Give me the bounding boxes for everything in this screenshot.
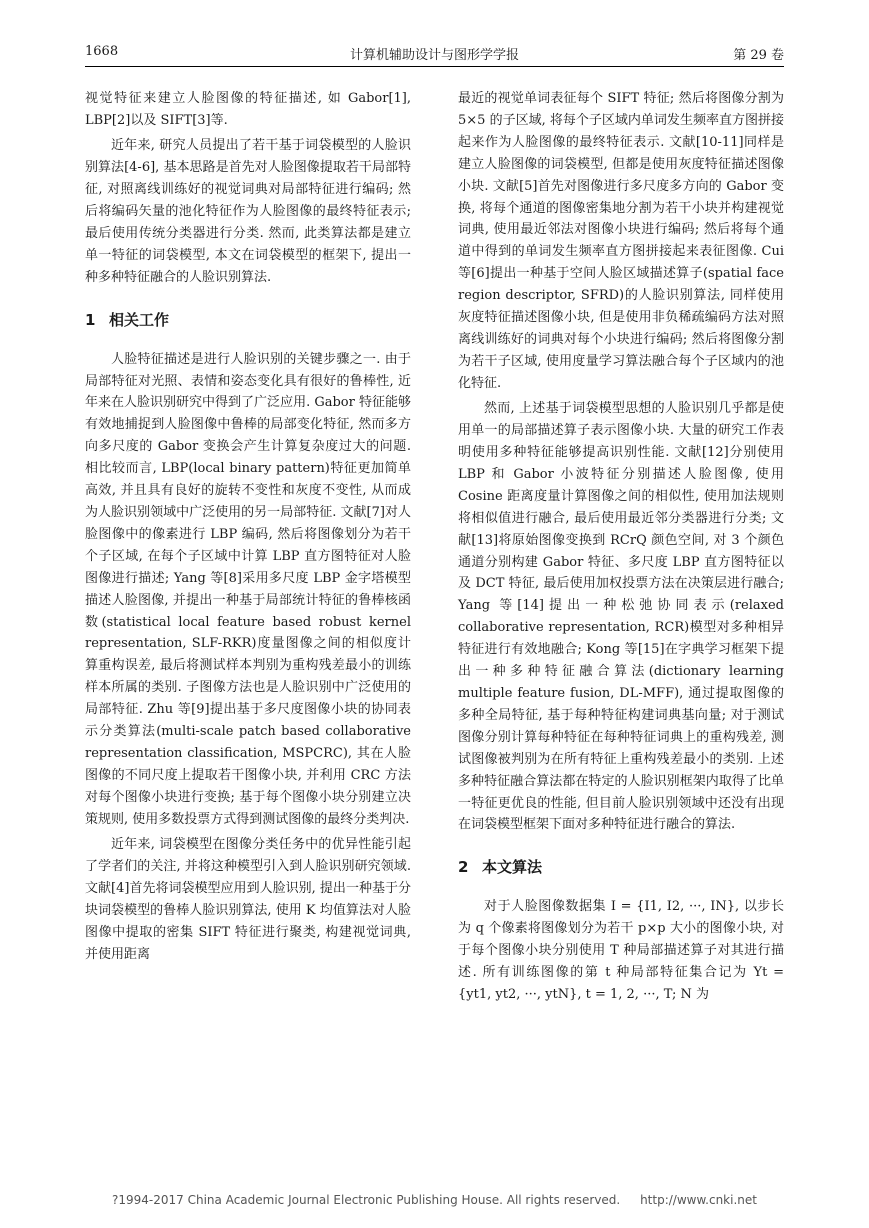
section-heading: [458, 855, 784, 879]
right-column: [458, 88, 784, 1009]
body-paragraph: 近年来, 研究人员提出了若干基于词袋模型的人脸识别算法[4-6], 基本思路是首先对人脸图像提取若干局部特征, 对照离线训练好的视觉词典对局部特征进行编码; 然后将编码矢量的池化特征作为人脸图像的最终特征表示; 最后使用传统分类器进行分类. 然而, 此类算法都是建立单一特征的词袋模型, 本文在词袋模型的框架下, 提出一种多种特征融合的人脸识别算法.: [85, 138, 411, 285]
copyright-notice: ?1994-2017 China Academic Journal Electronic Publishing House. All rights reserved.: [112, 1193, 621, 1207]
section-title: 相关工作: [109, 310, 170, 329]
journal-title: 计算机辅助设计与图形学学报: [349, 48, 519, 63]
running-header: [85, 44, 784, 67]
body-paragraph: 对于人脸图像数据集 I = {I1, I2, ···, IN}, 以步长为 q 个像素将图像划分为若干 p×p 大小的图像小块, 对于每个图像小块分别使用 T 种局部描述算子对其进行描述. 所有训练图像的第 t 种局部特征集合记为 Yt = {yt1, yt2, ···, ytN}, t = 1, 2, ···, T; N 为: [458, 899, 784, 1002]
page-number: 1668: [85, 44, 119, 59]
body-paragraph: 然而, 上述基于词袋模型思想的人脸识别几乎都是使用单一的局部描述算子表示图像小块. 大量的研究工作表明使用多种特征能够提高识别性能. 文献[12]分别使用 LBP 和 Gabor 小波特征分别描述人脸图像, 使用 Cosine 距离度量计算图像之间的相似性, 使用加法规则将相似值进行融合, 最后使用最近邻分类器进行分类; 文献[13]将原始图像变换到 RCrQ 颜色空间, 对 3 个颜色通道分别构建 Gabor 特征、多尺度 LBP 直方图特征以及 DCT 特征, 最后使用加权投票方法在决策层进行融合; Yang 等[14]提出一种松弛协同表示(relaxed collaborative representation, RCR)模型对多种相异特征进行有效地融合; Kong 等[15]在字典学习框架下提出一种多种特征融合算法(dictionary learning multiple feature fusion, DL-MFF), 通过提取图像的多种全局特征, 基于每种特征构建词典基向量; 对于测试图像分别计算每种特征在每种特征词典上的重构残差, 测试图像被判别为在所有特征上重构残差最小的类别. 上述多种特征融合算法都在特定的人脸识别框架内取得了比单一特征更优良的性能, 但目前人脸识别领域中还没有出现在词袋模型框架下面对多种特征进行融合的算法.: [458, 401, 784, 833]
section-heading: [85, 308, 411, 332]
body-paragraph: 人脸特征描述是进行人脸识别的关键步骤之一. 由于局部特征对光照、表情和姿态变化具有很好的鲁棒性, 近年来在人脸识别研究中得到了广泛应用. Gabor 特征能够有效地捕捉到人脸图像中鲁棒的局部变化特征, 然而多方向多尺度的 Gabor 变换会产生计算复杂度过大的问题. 相比较而言, LBP(local binary pattern)特征更加简单高效, 并且具有良好的旋转不变性和灰度不变性, 从而成为人脸识别领域中广泛使用的另一局部特征. 文献[7]对人脸图像中的像素进行 LBP 编码, 然后将图像划分为若干个子区域, 在每个子区域中计算 LBP 直方图特征对人脸图像进行描述; Yang 等[8]采用多尺度 LBP 金字塔模型描述人脸图像, 并提出一种基于局部统计特征的鲁棒核函数(statistical local feature based robust kernel representation, SLF-RKR)度量图像之间的相似度计算重构误差, 最后将测试样本判别为重构残差最小的训练样本所属的类别. 子图像方法也是人脸识别中广泛使用的局部特征. Zhu 等[9]提出基于多尺度图像小块的协同表示分类算法(multi-scale patch based collaborative representation classification, MSPCRC), 其在人脸图像的不同尺度上提取若干图像小块, 并利用 CRC 方法对每个图像小块进行变换; 基于每个图像小块分别建立决策规则, 使用多数投票方式得到测试图像的最终分类判决.: [85, 351, 411, 827]
body-paragraph: 视觉特征来建立人脸图像的特征描述, 如 Gabor[1], LBP[2]以及 SIFT[3]等.: [85, 91, 411, 128]
volume-label: 第 29 卷: [733, 48, 784, 63]
cnki-link[interactable]: http://www.cnki.net: [640, 1193, 757, 1207]
section-number: 2: [458, 858, 469, 877]
page-footer: [0, 1193, 869, 1207]
section-number: 1: [85, 310, 96, 329]
body-paragraph: 最近的视觉单词表征每个 SIFT 特征; 然后将图像分割为 5×5 的子区域, 将每个子区域内单词发生频率直方图拼接起来作为人脸图像的最终特征表示. 文献[10-11]同样是建立人脸图像的词袋模型, 但都是使用灰度特征描述图像小块. 文献[5]首先对图像进行多尺度多方向的 Gabor 变换, 将每个通道的图像密集地分割为若干小块并构建视觉词典, 使用最近邻法对图像小块进行编码; 然后将每个通道中得到的单词发生频率直方图拼接起来表征图像. Cui 等[6]提出一种基于空间人脸区域描述算子(spatial face region descriptor, SFRD)的人脸识别算法, 同样使用灰度特征描述图像小块, 但是使用非负稀疏编码方法对照离线训练好的词典对每个小块进行编码; 然后将图像分割为若干子区域, 使用度量学习算法融合每个子区域内的池化特征.: [458, 91, 784, 391]
section-title: 本文算法: [482, 858, 543, 877]
left-column: [85, 88, 411, 969]
body-paragraph: 近年来, 词袋模型在图像分类任务中的优异性能引起了学者们的关注, 并将这种模型引入到人脸识别研究领域. 文献[4]首先将词袋模型应用到人脸识别, 提出一种基于分块词袋模型的鲁棒人脸识别算法, 使用 K 均值算法对人脸图像中提取的密集 SIFT 特征进行聚类, 构建视觉词典, 并使用距离: [85, 837, 411, 962]
